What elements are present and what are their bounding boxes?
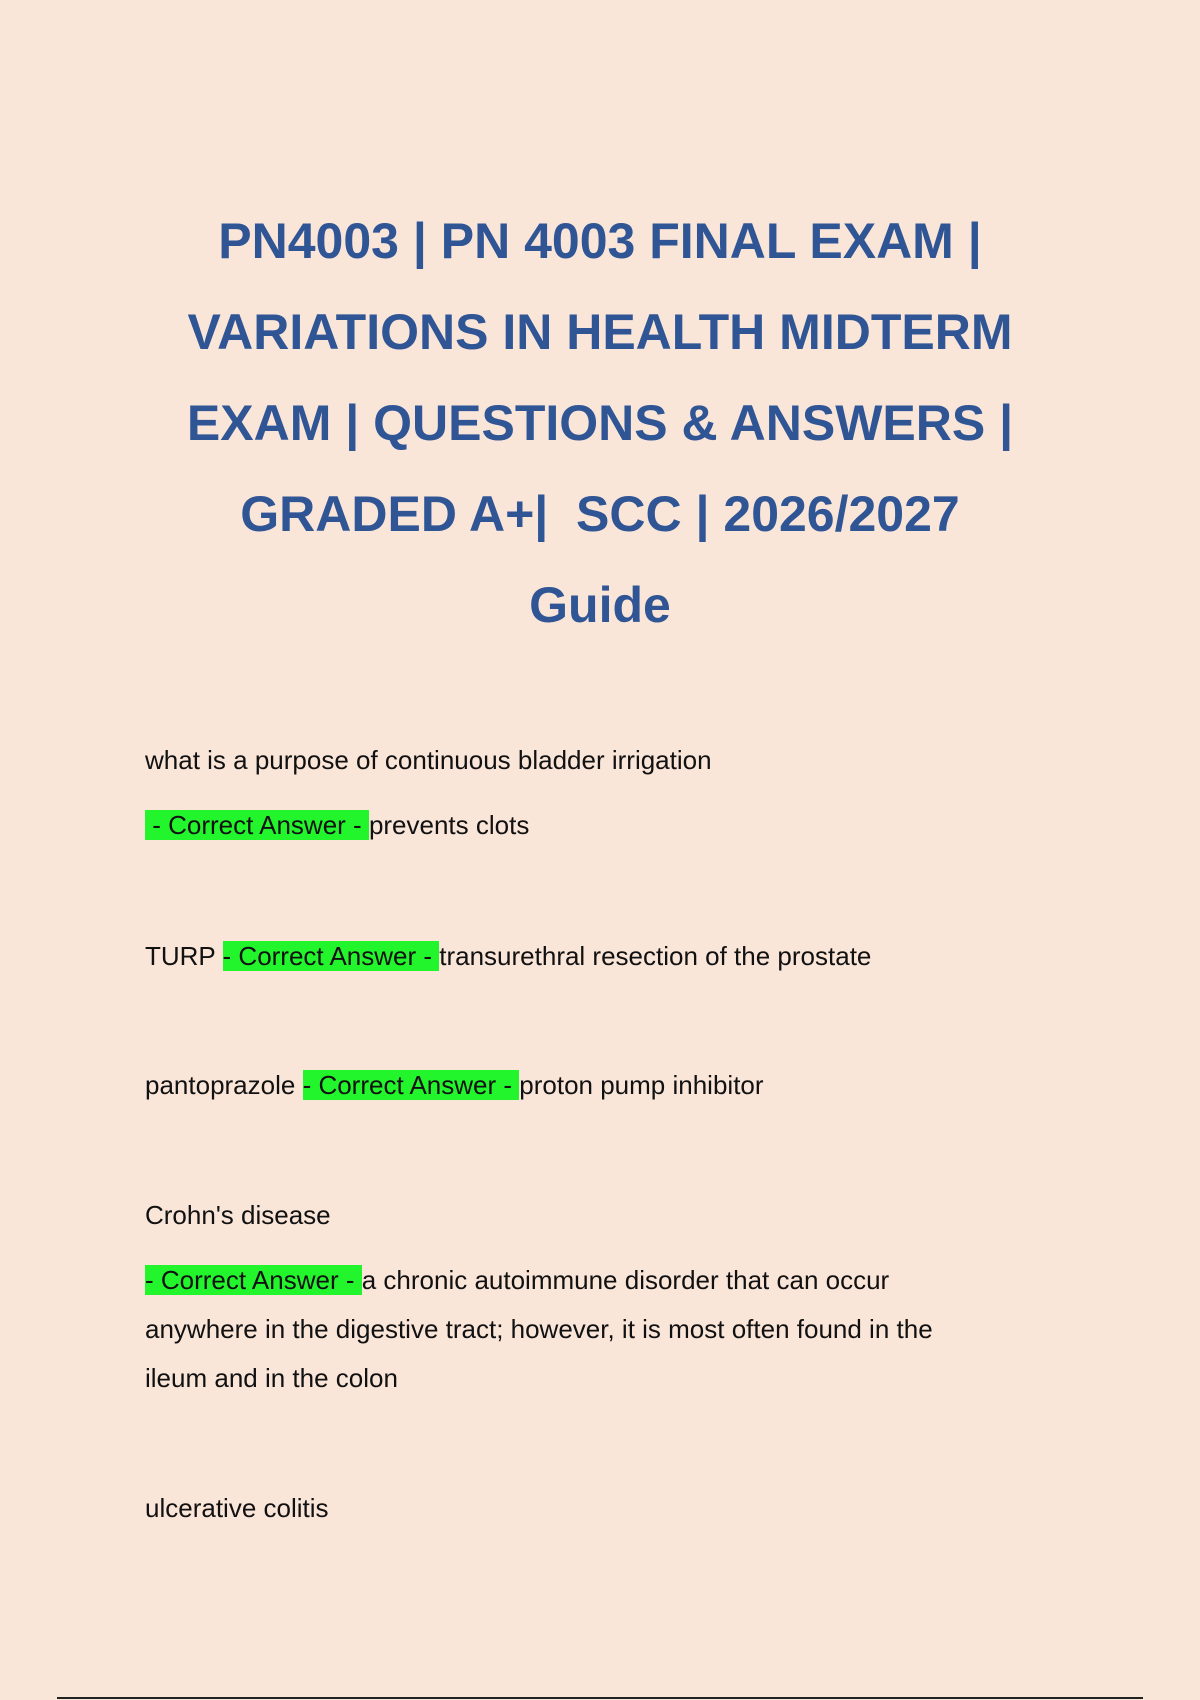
title-line-2: VARIATIONS IN HEALTH MIDTERM [187, 304, 1013, 360]
qa-3 [145, 1061, 1045, 1110]
qa-2 [145, 932, 1045, 981]
question-text: ulcerative colitis [145, 1493, 329, 1523]
correct-answer-marker: - Correct Answer - [222, 941, 440, 971]
correct-answer-marker: - Correct Answer - [302, 1070, 520, 1100]
title-line-1: PN4003 | PN 4003 FINAL EXAM | [218, 213, 982, 269]
answer-text: transurethral resection of the prostate [439, 941, 872, 971]
title-line-3: EXAM | QUESTIONS & ANSWERS | [186, 395, 1014, 451]
correct-answer-marker: - Correct Answer - [145, 1265, 362, 1295]
correct-answer-marker: - Correct Answer - [145, 810, 369, 840]
page-bottom-rule [57, 1697, 1143, 1699]
answer-text-line-2: anywhere in the digestive tract; however, it is most often found in the [145, 1314, 933, 1344]
answer-text: prevents clots [368, 810, 530, 840]
answer-text-line-3: ileum and in the colon [145, 1363, 398, 1393]
title-line-5: Guide [529, 577, 671, 633]
qa-1-answer [145, 801, 1045, 850]
question-text: TURP [145, 941, 223, 971]
qa-4-answer [145, 1256, 1045, 1403]
document-title [100, 196, 1100, 651]
answer-text: proton pump inhibitor [519, 1070, 764, 1100]
qa-5-question [145, 1484, 1045, 1533]
title-line-4: GRADED A+| SCC | 2026/2027 [240, 486, 960, 542]
qa-1-question [145, 736, 1045, 785]
qa-4-question [145, 1191, 1045, 1240]
question-text: pantoprazole [145, 1070, 303, 1100]
question-text: what is a purpose of continuous bladder irrigation [145, 745, 712, 775]
answer-text-line-1: a chronic autoimmune disorder that can occur [361, 1265, 890, 1295]
question-text: Crohn's disease [145, 1200, 331, 1230]
